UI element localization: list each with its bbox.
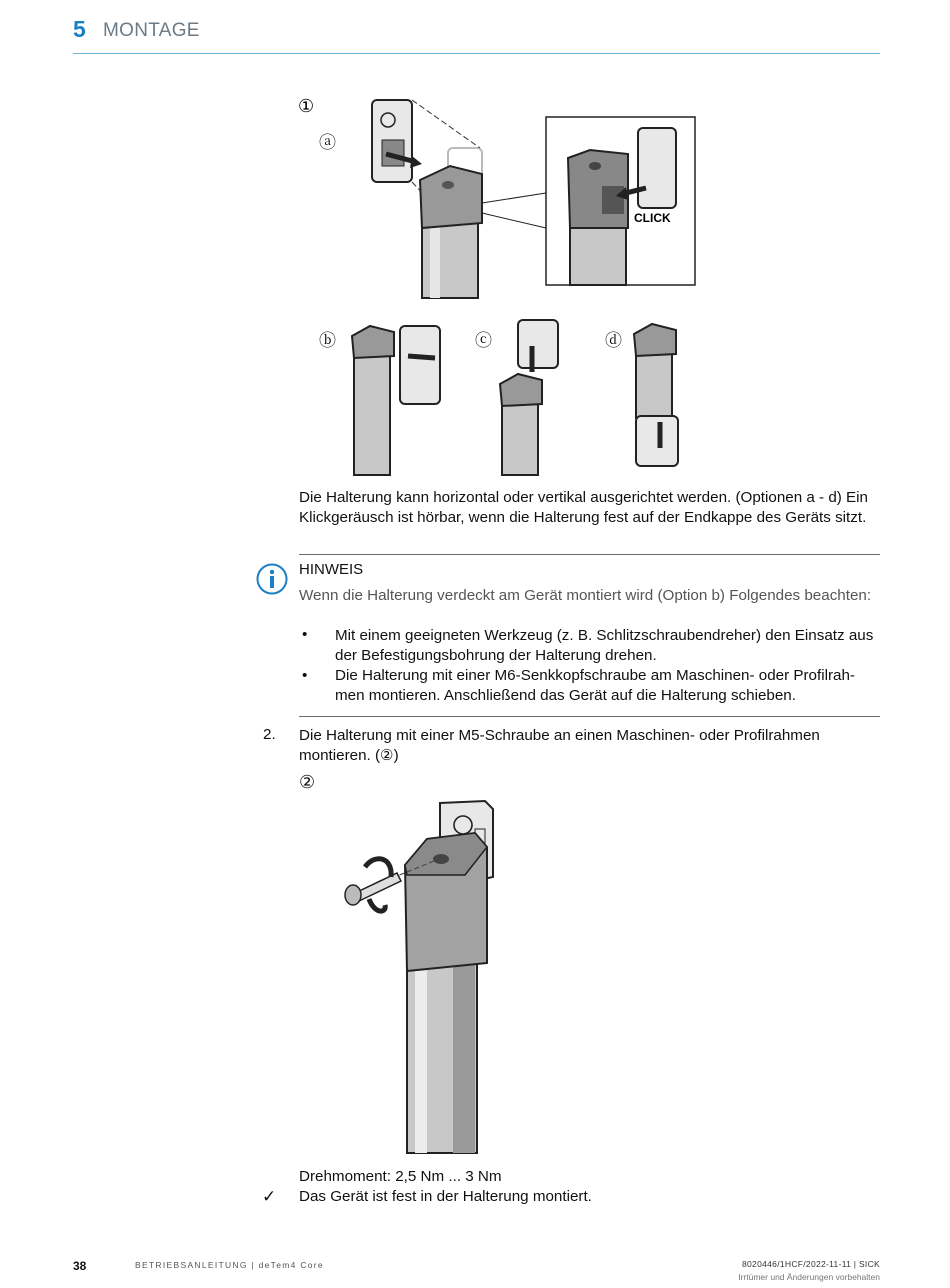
- figure-screw-mounting: [335, 795, 505, 1155]
- click-label: CLICK: [634, 211, 671, 225]
- torque-text: Drehmoment: 2,5 Nm ... 3 Nm: [299, 1168, 502, 1185]
- note-bullet-2: Die Halterung mit einer M6-Senkkopfschraube am Maschinen- oder Profilrah-men montieren. Anschließend das Gerät auf die Halterung schieben.: [335, 667, 855, 705]
- header-rule: [73, 53, 880, 54]
- option-c-illustration: [500, 320, 558, 475]
- orientation-paragraph: Die Halterung kann horizontal oder vertikal ausgerichtet werden. (Optionen a - d) Ein Klickgeräusch ist hörbar, wenn die Halterung fest auf der Endkappe des Geräts sitzt.: [299, 489, 868, 527]
- note-top-rule: [299, 554, 880, 555]
- label-b: ⓑ: [319, 331, 336, 350]
- result-checkmark: ✓: [262, 1187, 277, 1206]
- device-column: [405, 833, 487, 1153]
- note-bottom-rule: [299, 716, 880, 717]
- step-text: Die Halterung mit einer M5-Schraube an einen Maschinen- oder Profilrahmen montieren. (②): [299, 727, 820, 765]
- chapter-number: 5: [73, 16, 86, 42]
- chapter-title: MONTAGE: [103, 20, 200, 41]
- step-number: 2.: [263, 726, 276, 743]
- footer-reference: 8020446/1HCF/2022-11-11 | SICK: [742, 1259, 880, 1269]
- page-number: 38: [73, 1259, 87, 1273]
- bullet-marker: •: [302, 626, 308, 643]
- figure-mounting-options: [290, 88, 720, 480]
- footer-document-title: BETRIEBSANLEITUNG | deTem4 Core: [135, 1260, 324, 1270]
- option-d-illustration: [634, 324, 678, 466]
- bullet-marker: •: [302, 667, 308, 684]
- footer-disclaimer: Irrtümer und Änderungen vorbehalten: [738, 1272, 880, 1282]
- figure2-marker: ②: [299, 772, 316, 792]
- figure1-marker: ①: [298, 96, 315, 116]
- label-c: ⓒ: [475, 331, 492, 350]
- label-a: ⓐ: [319, 133, 336, 152]
- info-icon: [256, 563, 288, 595]
- option-b-illustration: [352, 326, 440, 475]
- device-column-a: [420, 166, 482, 298]
- note-bullet-1: Mit einem geeigneten Werkzeug (z. B. Schlitzschraubendreher) den Einsatz aus der Befestigungsbohrung der Halterung drehen.: [335, 627, 874, 665]
- note-text: Wenn die Halterung verdeckt am Gerät montiert wird (Option b) Folgendes beachten:: [299, 587, 872, 604]
- label-d: ⓓ: [605, 331, 622, 350]
- note-title: HINWEIS: [299, 561, 364, 578]
- result-text: Das Gerät ist fest in der Halterung montiert.: [299, 1188, 592, 1205]
